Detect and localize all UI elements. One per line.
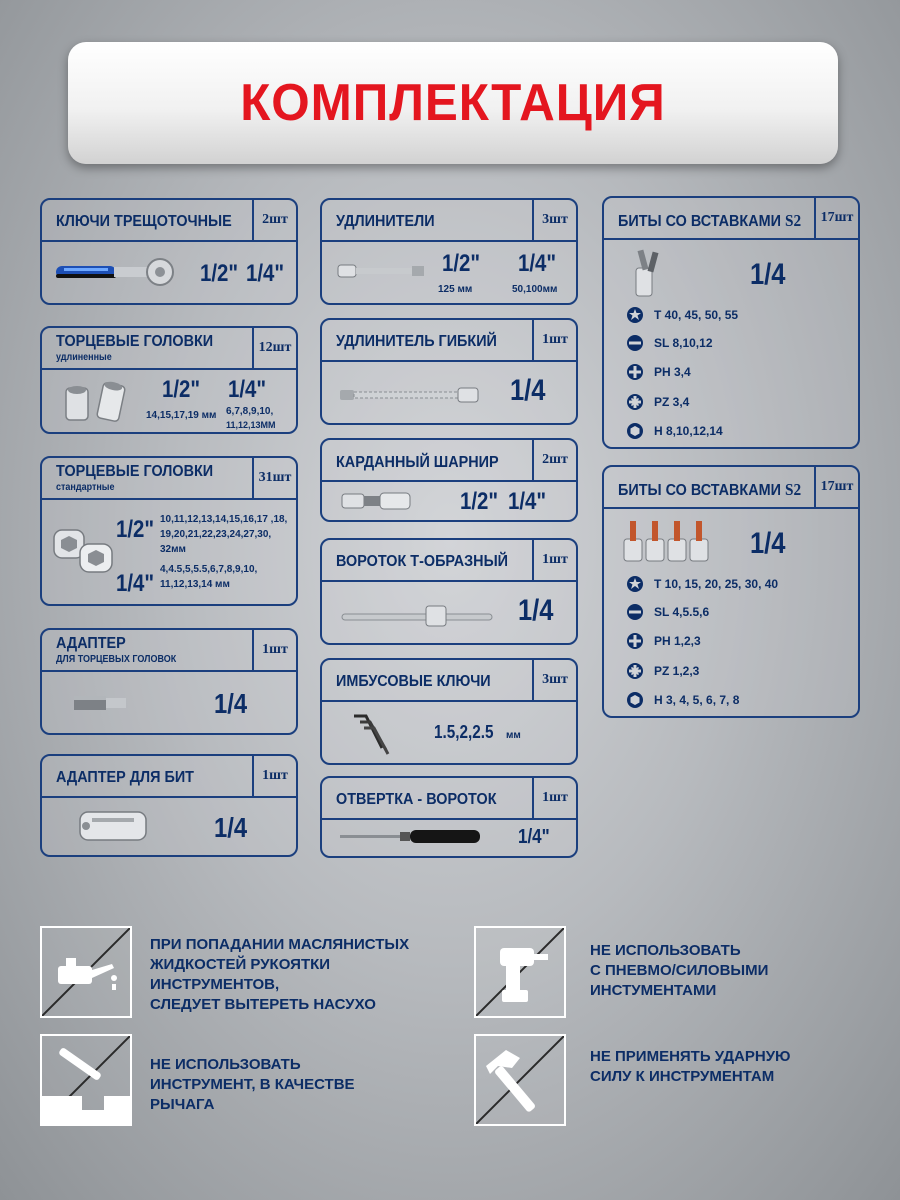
power-tool-warning-text: НЕ ИСПОЛЬЗОВАТЬ С ПНЕВМО/СИЛОВЫМИ ИНСТУМЕНТАМИ <box>590 942 769 999</box>
card-quantity: 1шт <box>532 320 576 360</box>
sockets-image <box>50 522 120 578</box>
card-standard-sockets <box>40 456 298 606</box>
card-quantity: 2шт <box>252 200 296 240</box>
slotted-icon <box>626 334 644 352</box>
card-quantity: 1шт <box>252 756 296 796</box>
torx-icon <box>626 306 644 324</box>
card-quantity: 1шт <box>252 630 296 670</box>
size-label: 1/4" <box>518 826 550 848</box>
card-ratchet <box>40 198 298 305</box>
power-tool-warning-icon <box>474 926 566 1018</box>
card-deep-sockets <box>40 326 298 434</box>
bit-adapter-image <box>74 808 154 844</box>
card-quantity: 31шт <box>252 458 296 498</box>
bit-row-torx: T 40, 45, 50, 55 <box>626 306 738 324</box>
bits-image <box>626 246 676 300</box>
hex-keys-image <box>346 708 396 758</box>
sizes-quarter-inch-1: 6,7,8,9,10, <box>226 406 274 417</box>
hammer-warning-text: НЕ ПРИМЕНЯТЬ УДАРНУЮ СИЛУ К ИНСТРУМЕНТАМ <box>590 1048 791 1085</box>
card-title: ИМБУСОВЫЕ КЛЮЧИ <box>336 673 491 690</box>
slotted-icon <box>626 603 644 621</box>
length-quarter-inch: 50,100мм <box>512 284 558 295</box>
card-title: БИТЫ СО ВСТАВКАМИ S2 <box>618 480 802 499</box>
hex-icon <box>626 422 644 440</box>
sizes-half-inch-1: 10,11,12,13,14,15,16,17 ,18, <box>160 514 288 525</box>
size-label: 1/4 <box>750 258 786 291</box>
sizes-half-inch: 14,15,17,19 мм <box>146 410 217 421</box>
bit-row-torx: T 10, 15, 20, 25, 30, 40 <box>626 575 778 593</box>
deep-sockets-image <box>60 378 140 428</box>
phillips-icon <box>626 363 644 381</box>
size-half-inch: 1/2" <box>460 488 499 515</box>
size-label: 1/4 <box>510 374 546 407</box>
card-quantity: 12шт <box>252 328 296 368</box>
card-t-handle <box>320 538 578 645</box>
card-subtitle: стандартные <box>56 482 115 493</box>
card-hex-keys <box>320 658 578 765</box>
card-quantity: 3шт <box>532 200 576 240</box>
size-half-inch: 1/2" <box>442 250 481 277</box>
bit-row-phillips: PH 1,2,3 <box>626 632 701 650</box>
card-subtitle: удлиненные <box>56 352 112 363</box>
pozidriv-icon <box>626 393 644 411</box>
bit-row-hex: H 3, 4, 5, 6, 7, 8 <box>626 691 739 709</box>
card-bits-2 <box>602 465 860 718</box>
phillips-icon <box>626 632 644 650</box>
card-quantity: 1шт <box>532 540 576 580</box>
card-bit-adapter <box>40 754 298 857</box>
pozidriv-icon <box>626 662 644 680</box>
card-subtitle: ДЛЯ ТОРЦЕВЫХ ГОЛОВОК <box>56 654 177 665</box>
size-quarter-inch: 1/4" <box>246 260 285 287</box>
ratchet-wrench-image <box>50 254 190 290</box>
card-quantity: 17шт <box>814 467 858 507</box>
hex-icon <box>626 691 644 709</box>
flexible-extension-image <box>336 380 486 410</box>
card-extensions <box>320 198 578 305</box>
card-title: УДЛИНИТЕЛИ <box>336 213 435 230</box>
sizes-label: 1.5,2,2.5 <box>434 722 494 742</box>
bit-row-slotted: SL 4,5.5,6 <box>626 603 709 621</box>
size-quarter-inch: 1/4" <box>228 376 267 403</box>
card-quantity: 2шт <box>532 440 576 480</box>
card-flexible-extension <box>320 318 578 425</box>
bit-row-pozidriv: PZ 3,4 <box>626 393 689 411</box>
bit-row-phillips: PH 3,4 <box>626 363 691 381</box>
sizes-quarter-inch-2: 11,12,13ММ <box>226 420 276 430</box>
unit-label: мм <box>506 730 521 741</box>
bit-row-slotted: SL 8,10,12 <box>626 334 713 352</box>
socket-adapter-image <box>72 690 132 716</box>
screwdriver-image <box>336 824 486 850</box>
size-half-inch: 1/2" <box>200 260 239 287</box>
size-quarter-inch: 1/4" <box>518 250 557 277</box>
card-title: ТОРЦЕВЫЕ ГОЛОВКИ <box>56 333 214 350</box>
card-universal-joint <box>320 438 578 522</box>
size-quarter-inch: 1/4" <box>508 488 547 515</box>
bits-set-image <box>618 515 718 565</box>
page-title: КОМПЛЕКТАЦИЯ <box>240 74 666 132</box>
sizes-half-inch-3: 32мм <box>160 544 186 555</box>
size-label: 1/4 <box>750 527 786 560</box>
sizes-half-inch-2: 19,20,21,22,23,24,27,30, <box>160 529 272 540</box>
hammer-warning-icon <box>474 1034 566 1126</box>
card-title: КАРДАННЫЙ ШАРНИР <box>336 454 499 471</box>
lever-warning-icon <box>40 1034 132 1126</box>
card-quantity: 3шт <box>532 660 576 700</box>
torx-icon <box>626 575 644 593</box>
card-title: КЛЮЧИ ТРЕЩОТОЧНЫЕ <box>56 213 232 230</box>
title-banner <box>68 42 838 164</box>
card-title: ОТВЕРТКА - ВОРОТОК <box>336 791 497 808</box>
length-half-inch: 125 мм <box>438 284 473 295</box>
oil-warning-icon <box>40 926 132 1018</box>
card-title: ТОРЦЕВЫЕ ГОЛОВКИ <box>56 463 214 480</box>
card-bits-1 <box>602 196 860 449</box>
bit-row-pozidriv: PZ 1,2,3 <box>626 662 699 680</box>
card-socket-adapter <box>40 628 298 735</box>
size-label: 1/4 <box>214 688 248 719</box>
card-title: ВОРОТОК Т-ОБРАЗНЫЙ <box>336 553 509 570</box>
universal-joint-image <box>338 488 428 514</box>
bit-row-hex: H 8,10,12,14 <box>626 422 723 440</box>
card-quantity: 17шт <box>814 198 858 238</box>
size-quarter-inch: 1/4" <box>116 570 155 597</box>
size-label: 1/4 <box>518 594 554 627</box>
t-handle-image <box>340 602 500 632</box>
size-half-inch: 1/2" <box>162 376 201 403</box>
card-title: АДАПТЕР <box>56 635 126 652</box>
sizes-quarter-inch-1: 4,4.5,5,5.5,6,7,8,9,10, <box>160 564 258 575</box>
size-label: 1/4 <box>214 812 248 843</box>
card-title: АДАПТЕР ДЛЯ БИТ <box>56 769 194 786</box>
extension-bar-image <box>334 258 430 284</box>
card-quantity: 1шт <box>532 778 576 818</box>
oil-warning-text: ПРИ ПОПАДАНИИ МАСЛЯНИСТЫХ ЖИДКОСТЕЙ РУКОЯТКИ ИНСТРУМЕНТОВ, СЛЕДУЕТ ВЫТЕРЕТЬ НАСУХО <box>150 936 410 1013</box>
card-title: УДЛИНИТЕЛЬ ГИБКИЙ <box>336 333 497 350</box>
size-half-inch: 1/2" <box>116 516 155 543</box>
card-screwdriver <box>320 776 578 858</box>
lever-warning-text: НЕ ИСПОЛЬЗОВАТЬ ИНСТРУМЕНТ, В КАЧЕСТВЕ РЫЧАГА <box>150 1056 355 1113</box>
sizes-quarter-inch-2: 11,12,13,14 мм <box>160 579 230 590</box>
card-title: БИТЫ СО ВСТАВКАМИ S2 <box>618 211 802 230</box>
